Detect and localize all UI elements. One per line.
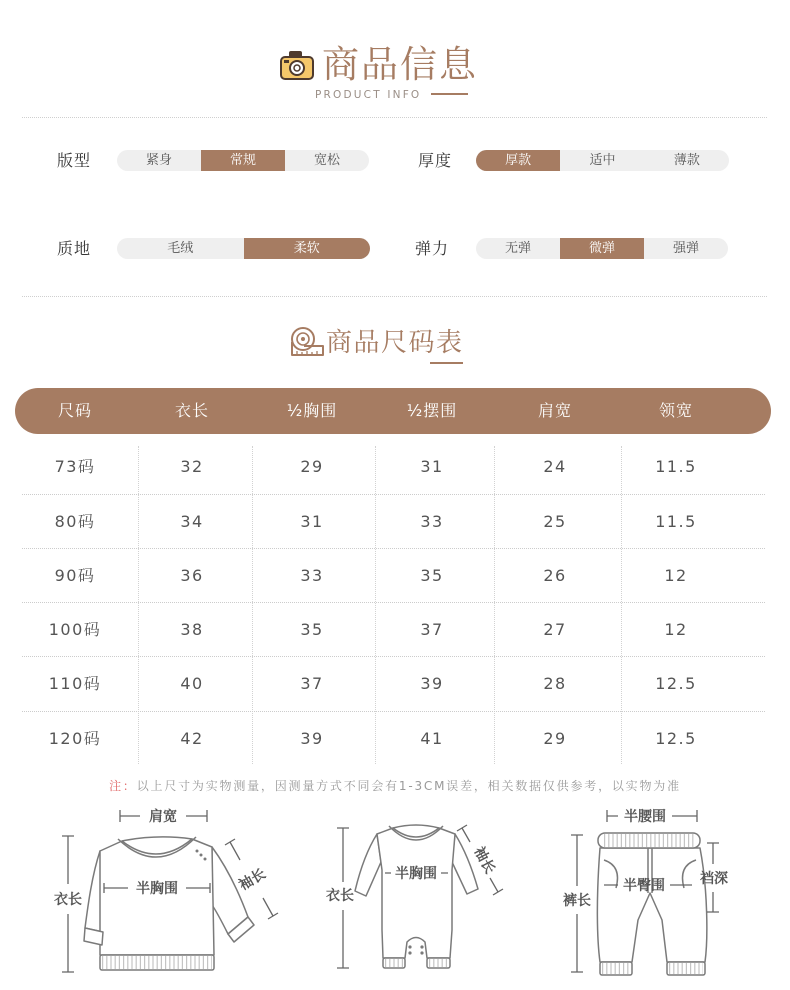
page-subtitle: PRODUCT INFO [315,89,422,101]
column-header: 尺码 [57,401,92,420]
label-waist: 半腰围 [624,809,666,825]
cell-size: 73码 [54,457,96,476]
note-prefix: 注： [109,779,137,793]
label-chest: 半胸围 [136,881,178,897]
cell-length: 38 [180,620,204,639]
cell-size: 80码 [54,512,96,531]
table-row [0,603,790,657]
sweater-diagram [84,837,254,970]
note-text: 以上尺寸为实物测量，因测量方式不同会有1-3CM误差，相关数据仅供参考，以实物为准 [136,779,681,793]
cell-hem: 35 [420,566,444,585]
label-length: 衣长 [326,888,354,904]
attr-label-texture: 质地 [57,239,92,258]
cell-shoulder: 28 [543,674,567,693]
camera-icon [278,48,318,82]
cell-hem: 39 [420,674,444,693]
label-rise: 裆深 [700,871,728,887]
seg-option: 紧身 [145,153,172,168]
table-row [0,549,790,603]
seg-option: 强弹 [672,241,699,256]
cell-chest: 33 [300,566,324,585]
seg-option: 适中 [589,153,616,168]
seg-option: 毛绒 [167,241,194,256]
attr-bar-texture [117,238,370,259]
cell-collar: 11.5 [655,457,697,476]
label-sleeve: 袖长 [470,844,498,877]
attr-bar-fit [117,150,369,171]
cell-chest: 35 [300,620,324,639]
cell-hem: 33 [420,512,444,531]
romper-diagram [355,825,478,968]
column-header: 肩宽 [537,401,572,420]
cell-length: 32 [180,457,204,476]
attr-label-fit: 版型 [57,151,92,170]
table-row [0,495,790,549]
table-row [0,440,790,494]
cell-chest: 31 [300,512,324,531]
divider [22,296,767,297]
column-header: 衣长 [174,401,209,420]
seg-option: 薄款 [673,153,700,168]
tape-measure-icon [286,325,326,359]
seg-option: 无弹 [504,241,531,256]
seg-option: 微弹 [560,238,644,259]
seg-option: 柔软 [244,238,371,259]
attr-label-elasticity: 弹力 [415,239,450,258]
cell-hem: 31 [420,457,444,476]
cell-size: 100码 [48,620,102,639]
measurement-note [0,778,790,794]
cell-chest: 37 [300,674,324,693]
cell-size: 90码 [54,566,96,585]
title-underline [431,93,468,95]
label-sleeve: 袖长 [236,865,269,894]
attr-bar-elasticity [476,238,728,259]
cell-shoulder: 26 [543,566,567,585]
table-header [0,388,790,434]
cell-chest: 39 [300,729,324,748]
label-chest: 半胸围 [395,866,437,882]
cell-length: 34 [180,512,204,531]
label-length: 衣长 [54,892,82,908]
title-underline [430,362,463,364]
label-hip: 半臀围 [623,878,665,894]
column-header: ½摆围 [406,401,458,420]
cell-shoulder: 29 [543,729,567,748]
label-length: 裤长 [563,893,591,909]
divider [22,117,767,118]
cell-length: 40 [180,674,204,693]
size-chart-title: 商品尺码表 [326,328,464,358]
cell-collar: 12.5 [655,674,697,693]
attr-label-thickness: 厚度 [418,151,453,170]
cell-size: 120码 [48,729,102,748]
column-header: ½胸围 [286,401,338,420]
cell-chest: 29 [300,457,324,476]
cell-collar: 12 [664,620,688,639]
seg-option: 厚款 [476,150,560,171]
cell-shoulder: 25 [543,512,567,531]
attr-bar-thickness [476,150,729,171]
seg-option: 常规 [201,150,285,171]
cell-collar: 12 [664,566,688,585]
table-row [0,657,790,711]
column-header: 领宽 [658,401,693,420]
cell-collar: 12.5 [655,729,697,748]
cell-hem: 41 [420,729,444,748]
cell-length: 36 [180,566,204,585]
label-shoulder: 肩宽 [149,809,177,825]
measurement-diagrams [0,795,790,990]
seg-option: 宽松 [313,153,340,168]
cell-shoulder: 27 [543,620,567,639]
cell-shoulder: 24 [543,457,567,476]
cell-collar: 11.5 [655,512,697,531]
cell-length: 42 [180,729,204,748]
cell-hem: 37 [420,620,444,639]
pants-diagram [597,833,706,975]
cell-size: 110码 [48,674,102,693]
table-row [0,712,790,766]
page-title: 商品信息 [322,43,478,86]
